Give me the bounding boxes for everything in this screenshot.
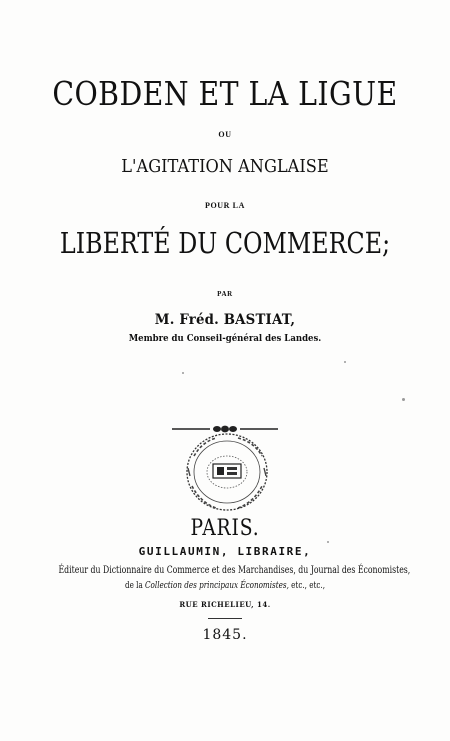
subtitle: L'AGITATION ANGLAISE: [121, 156, 329, 177]
publication-city: PARIS.: [190, 516, 260, 541]
conjunction-ou: OU: [218, 130, 232, 139]
main-title: COBDEN ET LA LIGUE: [52, 74, 398, 113]
publisher-desc2-suffix: etc., etc.,: [288, 581, 325, 591]
paper-speck: [402, 398, 405, 401]
connector-pour-la: POUR LA: [205, 201, 245, 210]
publisher-desc2-prefix: de la: [125, 581, 146, 591]
publication-year: 1845.: [202, 627, 248, 643]
publisher-desc2-italic: Collection des principaux Économistes,: [145, 581, 289, 591]
publisher-description-line2: [45, 581, 405, 591]
paper-speck: [327, 541, 329, 543]
library-stamp-icon: [180, 428, 275, 513]
paper-speck: [344, 361, 346, 363]
by-label: PAR: [217, 290, 233, 298]
publisher-name: GUILLAUMIN, LIBRAIRE,: [138, 545, 312, 558]
author-role: Membre du Conseil-général des Landes.: [128, 334, 322, 344]
author-name: M. Fréd. BASTIAT,: [154, 312, 296, 328]
paper-speck: [182, 372, 184, 374]
publisher-address: RUE RICHELIEU, 14.: [179, 600, 271, 609]
publisher-description: Éditeur du Dictionnaire du Commerce et des Marchandises, du Journal des Économistes,: [58, 564, 411, 576]
divider-rule: [208, 618, 242, 619]
title-part2: LIBERTÉ DU COMMERCE;: [59, 226, 391, 260]
